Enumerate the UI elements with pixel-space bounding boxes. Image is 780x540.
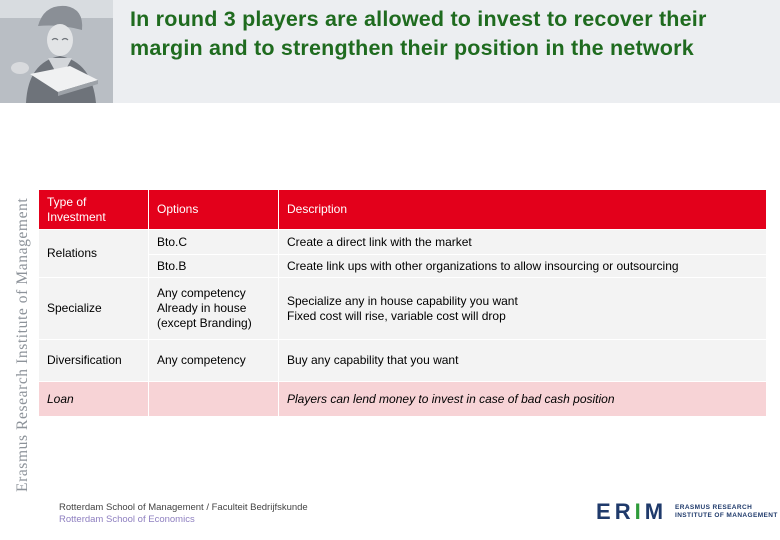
vertical-institute-text: Erasmus Research Institute of Management — [14, 197, 31, 492]
option-btoc: Bto.C — [149, 230, 279, 255]
table-header-row — [39, 190, 767, 230]
type-relations: Relations — [39, 230, 149, 278]
logo-text-line-1: ERASMUS RESEARCH — [675, 504, 753, 511]
slide-title: In round 3 players are allowed to invest to recover their margin and to strengthen their position in the network — [130, 7, 707, 60]
erim-logo: ERIM — [596, 499, 668, 524]
table-row — [39, 278, 767, 340]
table-row — [39, 255, 767, 278]
option-btob: Bto.B — [149, 255, 279, 278]
type-loan: Loan — [39, 382, 149, 417]
table-row — [39, 382, 767, 417]
table-row — [39, 340, 767, 382]
desc-specialize — [279, 278, 767, 340]
option-loan — [149, 382, 279, 417]
desc-diversification: Buy any capability that you want — [279, 340, 767, 382]
desc-btoc: Create a direct link with the market — [279, 230, 767, 255]
desc-loan: Players can lend money to invest in case of bad cash position — [279, 382, 767, 417]
table-row — [39, 230, 767, 255]
footer-school-names — [59, 502, 308, 526]
header-type: Type of Investment — [39, 190, 149, 230]
desc-btob: Create link ups with other organizations to allow insourcing or outsourcing — [279, 255, 767, 278]
header-description: Description — [279, 190, 767, 230]
option-diversification: Any competency — [149, 340, 279, 382]
footer-line-1: Rotterdam School of Management / Faculteit Bedrijfskunde — [59, 502, 308, 513]
desc-specialize-line2: Fixed cost will rise, variable cost will drop — [287, 308, 506, 323]
option-specialize: Any competency Already in house (except Branding) — [149, 278, 279, 340]
investment-table — [38, 189, 767, 417]
type-diversification: Diversification — [39, 340, 149, 382]
footer-line-2: Rotterdam School of Economics — [59, 514, 195, 525]
type-specialize: Specialize — [39, 278, 149, 340]
erim-logo-text — [675, 504, 778, 520]
header-options: Options — [149, 190, 279, 230]
logo-text-line-2: INSTITUTE OF MANAGEMENT — [675, 512, 778, 519]
desc-specialize-line1: Specialize any in house capability you want — [287, 293, 518, 308]
portrait-image — [0, 0, 113, 103]
